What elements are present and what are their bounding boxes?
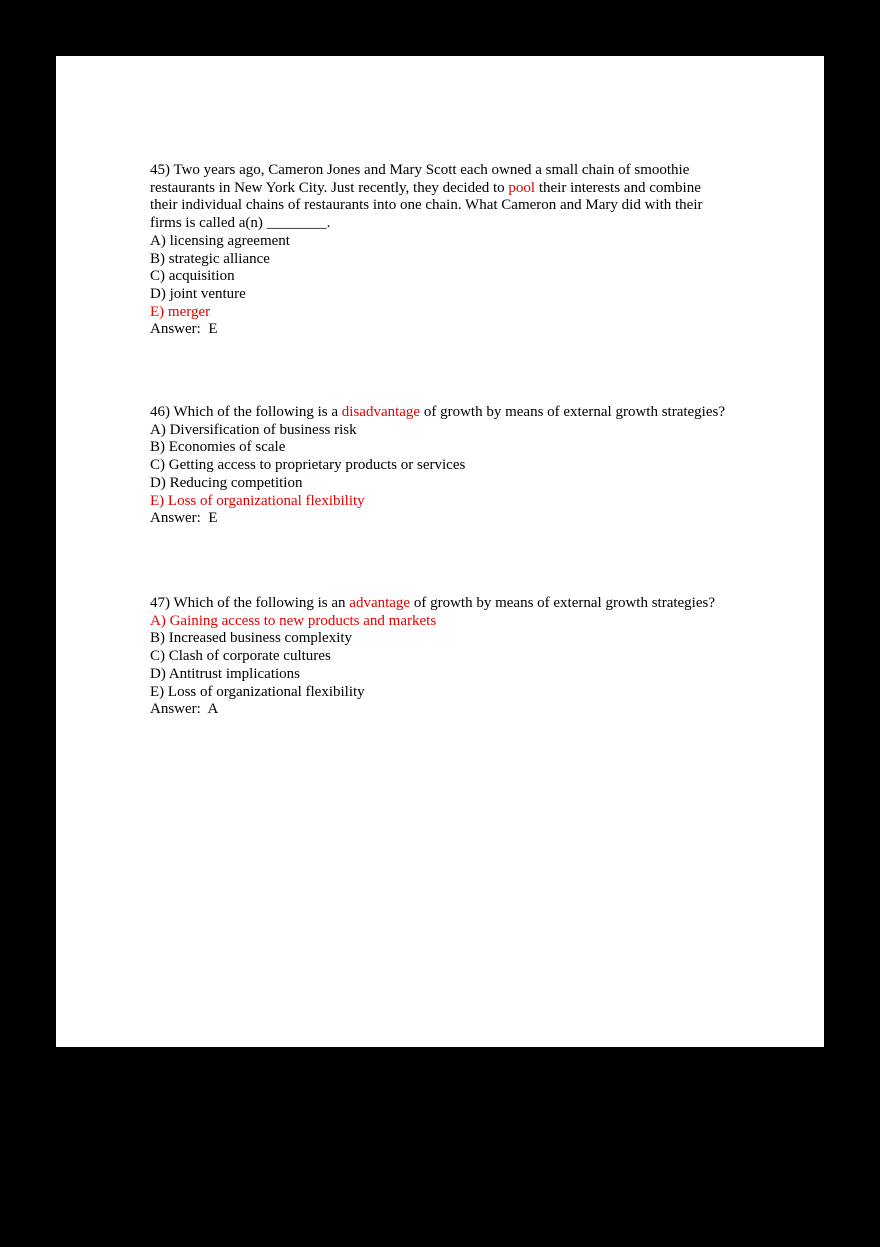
highlighted-text: disadvantage <box>341 404 421 420</box>
text-line <box>150 595 804 613</box>
highlighted-text: advantage <box>349 595 411 611</box>
text-segment: 47) Which of the following is an <box>150 595 350 611</box>
text-segment: Answer: E <box>150 321 218 338</box>
text-line <box>150 439 804 457</box>
text-segment: B) Economies of scale <box>150 439 286 456</box>
text-segment: 45) Two years ago, Cameron Jones and Mary Scott each owned a small chain of smoothie <box>150 162 690 178</box>
text-line <box>150 475 804 493</box>
text-line <box>150 286 804 304</box>
text-segment: restaurants in New York City. Just recently, they decided to <box>150 179 509 196</box>
question-47 <box>150 595 804 719</box>
text-segment: C) Clash of corporate cultures <box>150 648 331 665</box>
text-line <box>150 162 804 180</box>
highlighted-text: A) Gaining access to new products and markets <box>150 612 437 629</box>
text-segment: Answer: E <box>150 510 218 527</box>
text-line <box>150 630 804 648</box>
text-line <box>150 701 804 719</box>
text-line <box>150 321 804 339</box>
text-segment: B) strategic alliance <box>150 250 270 267</box>
text-line <box>150 304 804 322</box>
text-line <box>150 215 804 233</box>
text-line <box>150 457 804 475</box>
text-segment: A) Diversification of business risk <box>150 421 357 438</box>
text-segment: Answer: A <box>150 701 219 718</box>
text-segment: of growth by means of external growth strategies? <box>410 595 716 611</box>
highlighted-text: E) Loss of organizational flexibility <box>150 492 365 509</box>
text-segment: their individual chains of restaurants into one chain. What Cameron and Mary did with their <box>150 197 703 214</box>
text-segment: their interests and combine <box>535 179 701 196</box>
text-line <box>150 268 804 286</box>
text-line <box>150 666 804 684</box>
text-segment: firms is called a(n) ________. <box>150 215 331 232</box>
text-line <box>150 493 804 511</box>
text-line <box>150 613 804 631</box>
text-line <box>150 251 804 269</box>
document-page <box>56 56 824 1047</box>
text-segment: 46) Which of the following is a <box>150 404 342 420</box>
text-line <box>150 180 804 198</box>
text-segment: D) joint venture <box>150 285 246 302</box>
highlighted-text: pool <box>508 179 536 196</box>
text-segment: D) Antitrust implications <box>150 665 300 682</box>
text-segment: B) Increased business complexity <box>150 630 353 647</box>
text-segment: D) Reducing competition <box>150 474 303 491</box>
text-line <box>150 404 804 422</box>
question-45 <box>150 162 804 339</box>
text-segment: C) acquisition <box>150 268 235 285</box>
text-segment: of growth by means of external growth strategies? <box>420 404 726 420</box>
text-line <box>150 233 804 251</box>
text-line <box>150 422 804 440</box>
question-46 <box>150 404 804 528</box>
text-line <box>150 197 804 215</box>
text-segment: C) Getting access to proprietary products or services <box>150 457 466 474</box>
text-segment: A) licensing agreement <box>150 232 290 249</box>
text-line <box>150 510 804 528</box>
text-segment: E) Loss of organizational flexibility <box>150 683 365 700</box>
highlighted-text: E) merger <box>150 303 211 320</box>
text-line <box>150 684 804 702</box>
text-line <box>150 648 804 666</box>
